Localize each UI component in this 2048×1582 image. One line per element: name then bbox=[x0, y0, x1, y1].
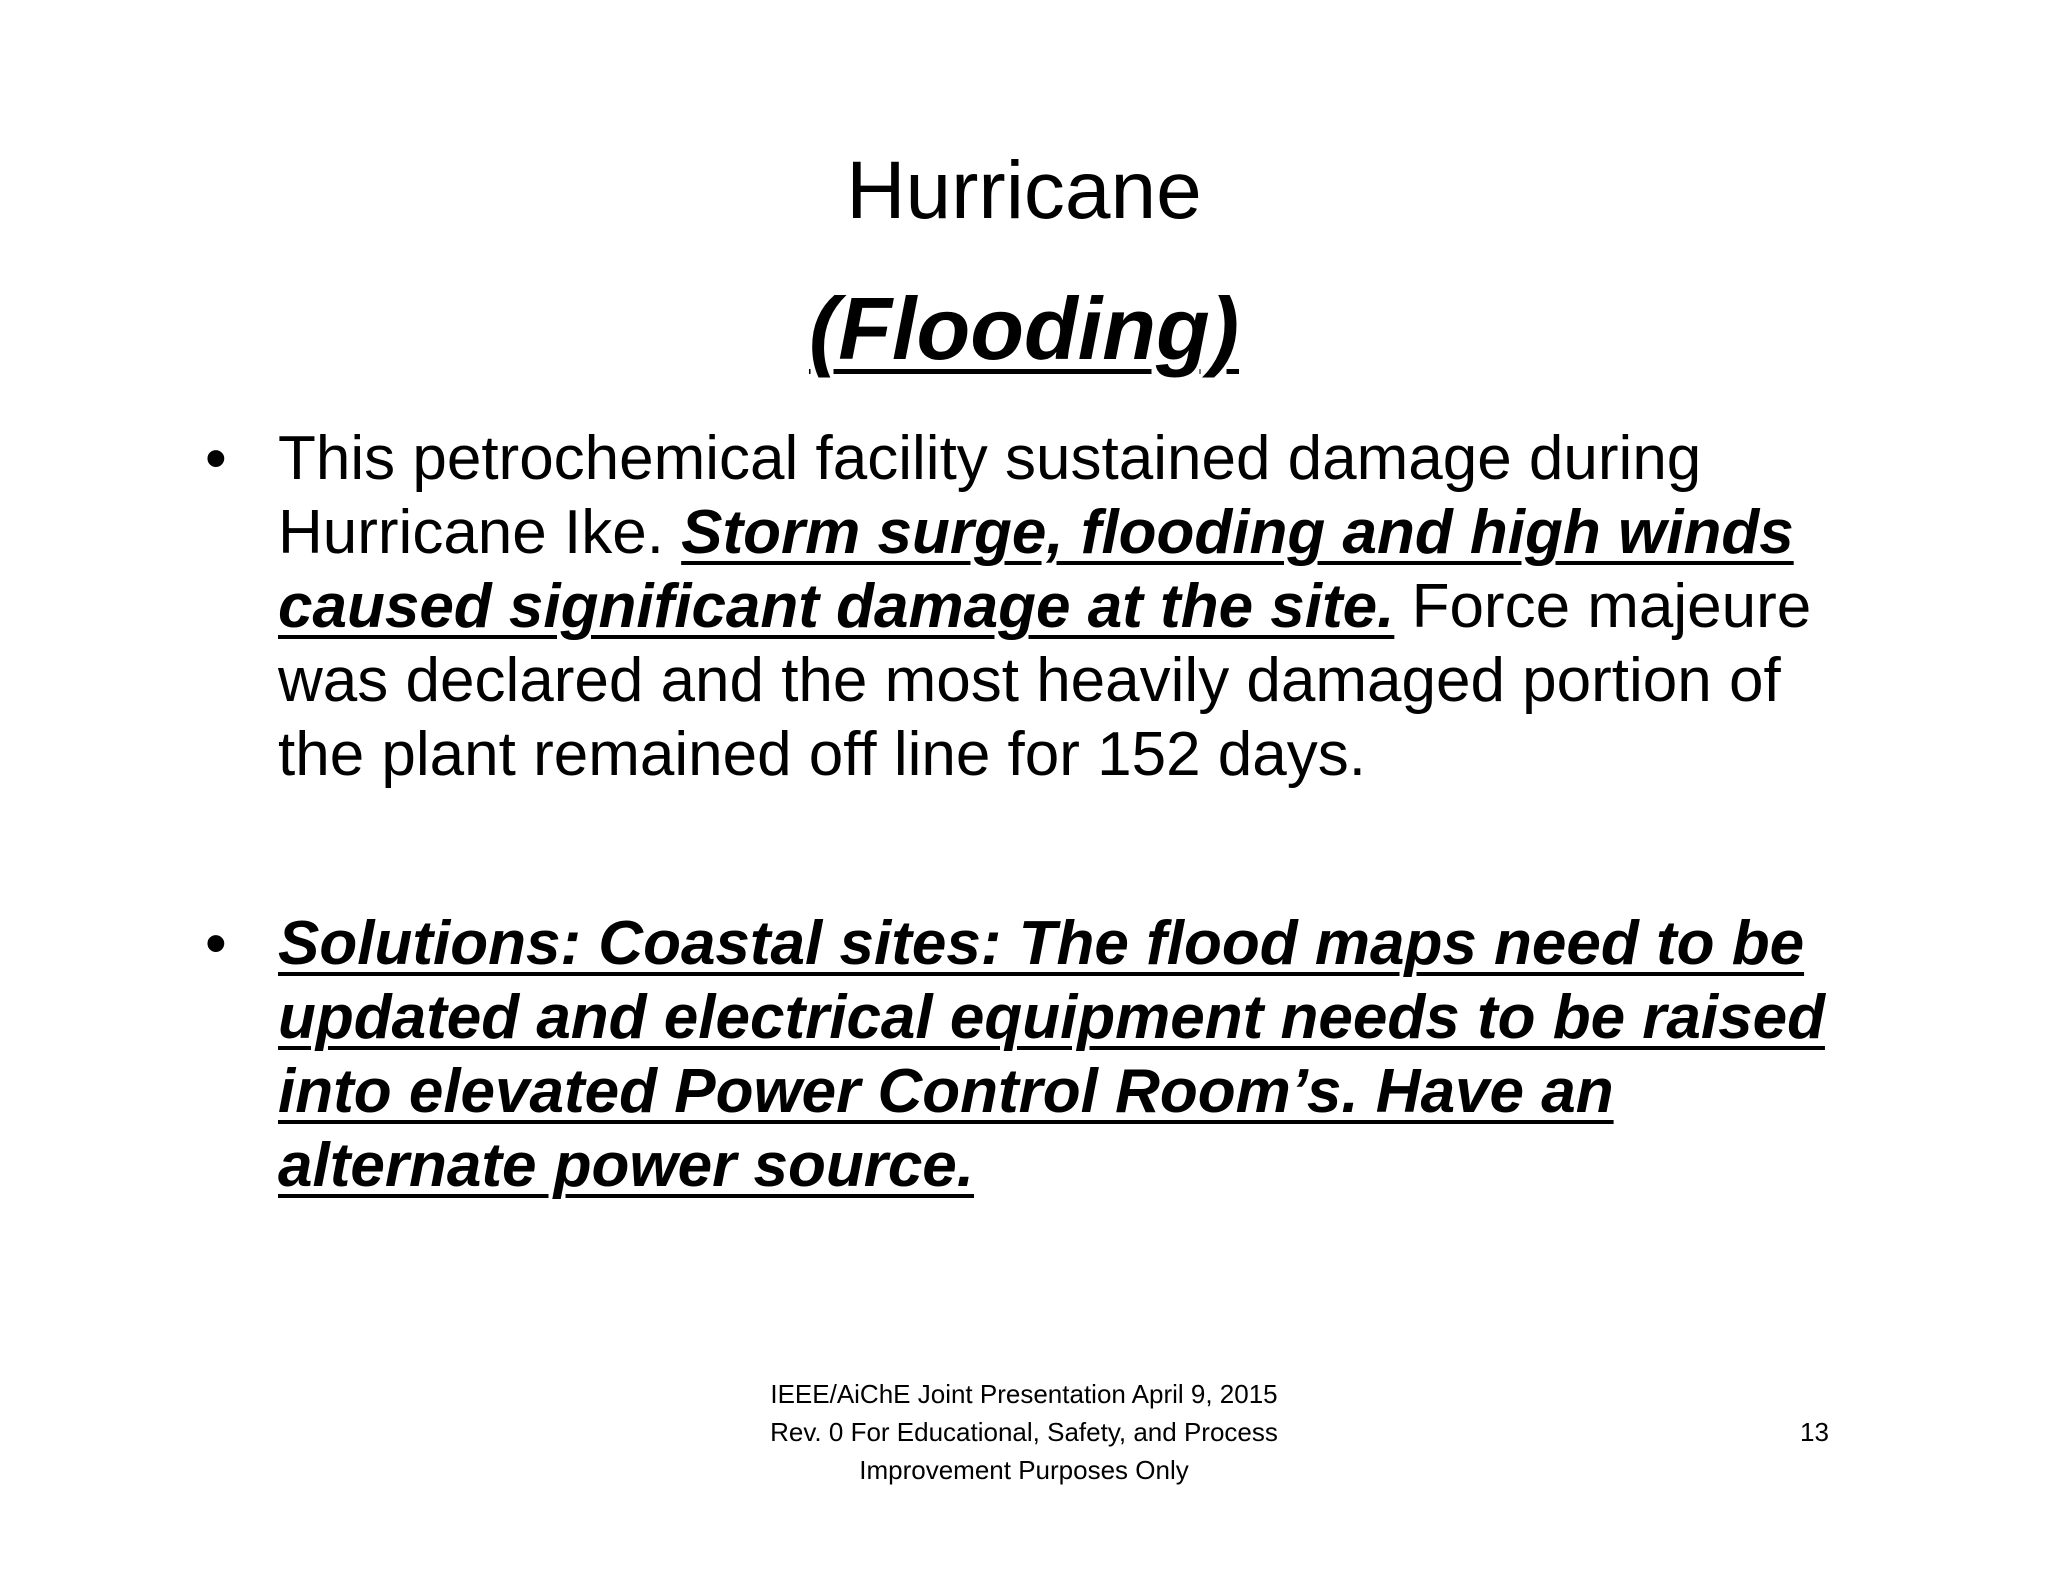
bullet-text-emphasis: Storm surge, flooding and high winds caused significant damage at the site. bbox=[278, 498, 1794, 641]
bullet-item-solutions bbox=[195, 907, 1845, 1203]
footer-line-2: Rev. 0 For Educational, Safety, and Process bbox=[770, 1417, 1278, 1447]
slide-title: Hurricane bbox=[846, 145, 1202, 236]
footer-line-1: IEEE/AiChE Joint Presentation April 9, 2015 bbox=[770, 1379, 1278, 1409]
slide-footer bbox=[0, 1375, 2048, 1489]
slide-subtitle bbox=[0, 279, 2048, 378]
slide-subtitle-text: (Flooding) bbox=[808, 279, 1240, 378]
bullet-text-solutions: Solutions: Coastal sites: The flood maps need to be updated and electrical equipment needs to be raised into elevated Power Control Room’s. Have an alternate power source. bbox=[278, 909, 1825, 1200]
bullet-text-intro: This petrochemical facility sustained damage during Hurricane Ike. bbox=[278, 424, 1702, 567]
page-number: 13 bbox=[1800, 1417, 1829, 1447]
bullet-text-outcome: Force majeure was declared and the most heavily damaged portion of the plant remained off line for 152 days. bbox=[278, 572, 1812, 789]
bullet-list bbox=[195, 422, 1845, 1203]
bullet-icon: • bbox=[205, 909, 227, 978]
bullet-item-damage bbox=[195, 422, 1845, 792]
bullet-icon: • bbox=[205, 424, 227, 493]
footer-line-3: Improvement Purposes Only bbox=[859, 1455, 1189, 1485]
